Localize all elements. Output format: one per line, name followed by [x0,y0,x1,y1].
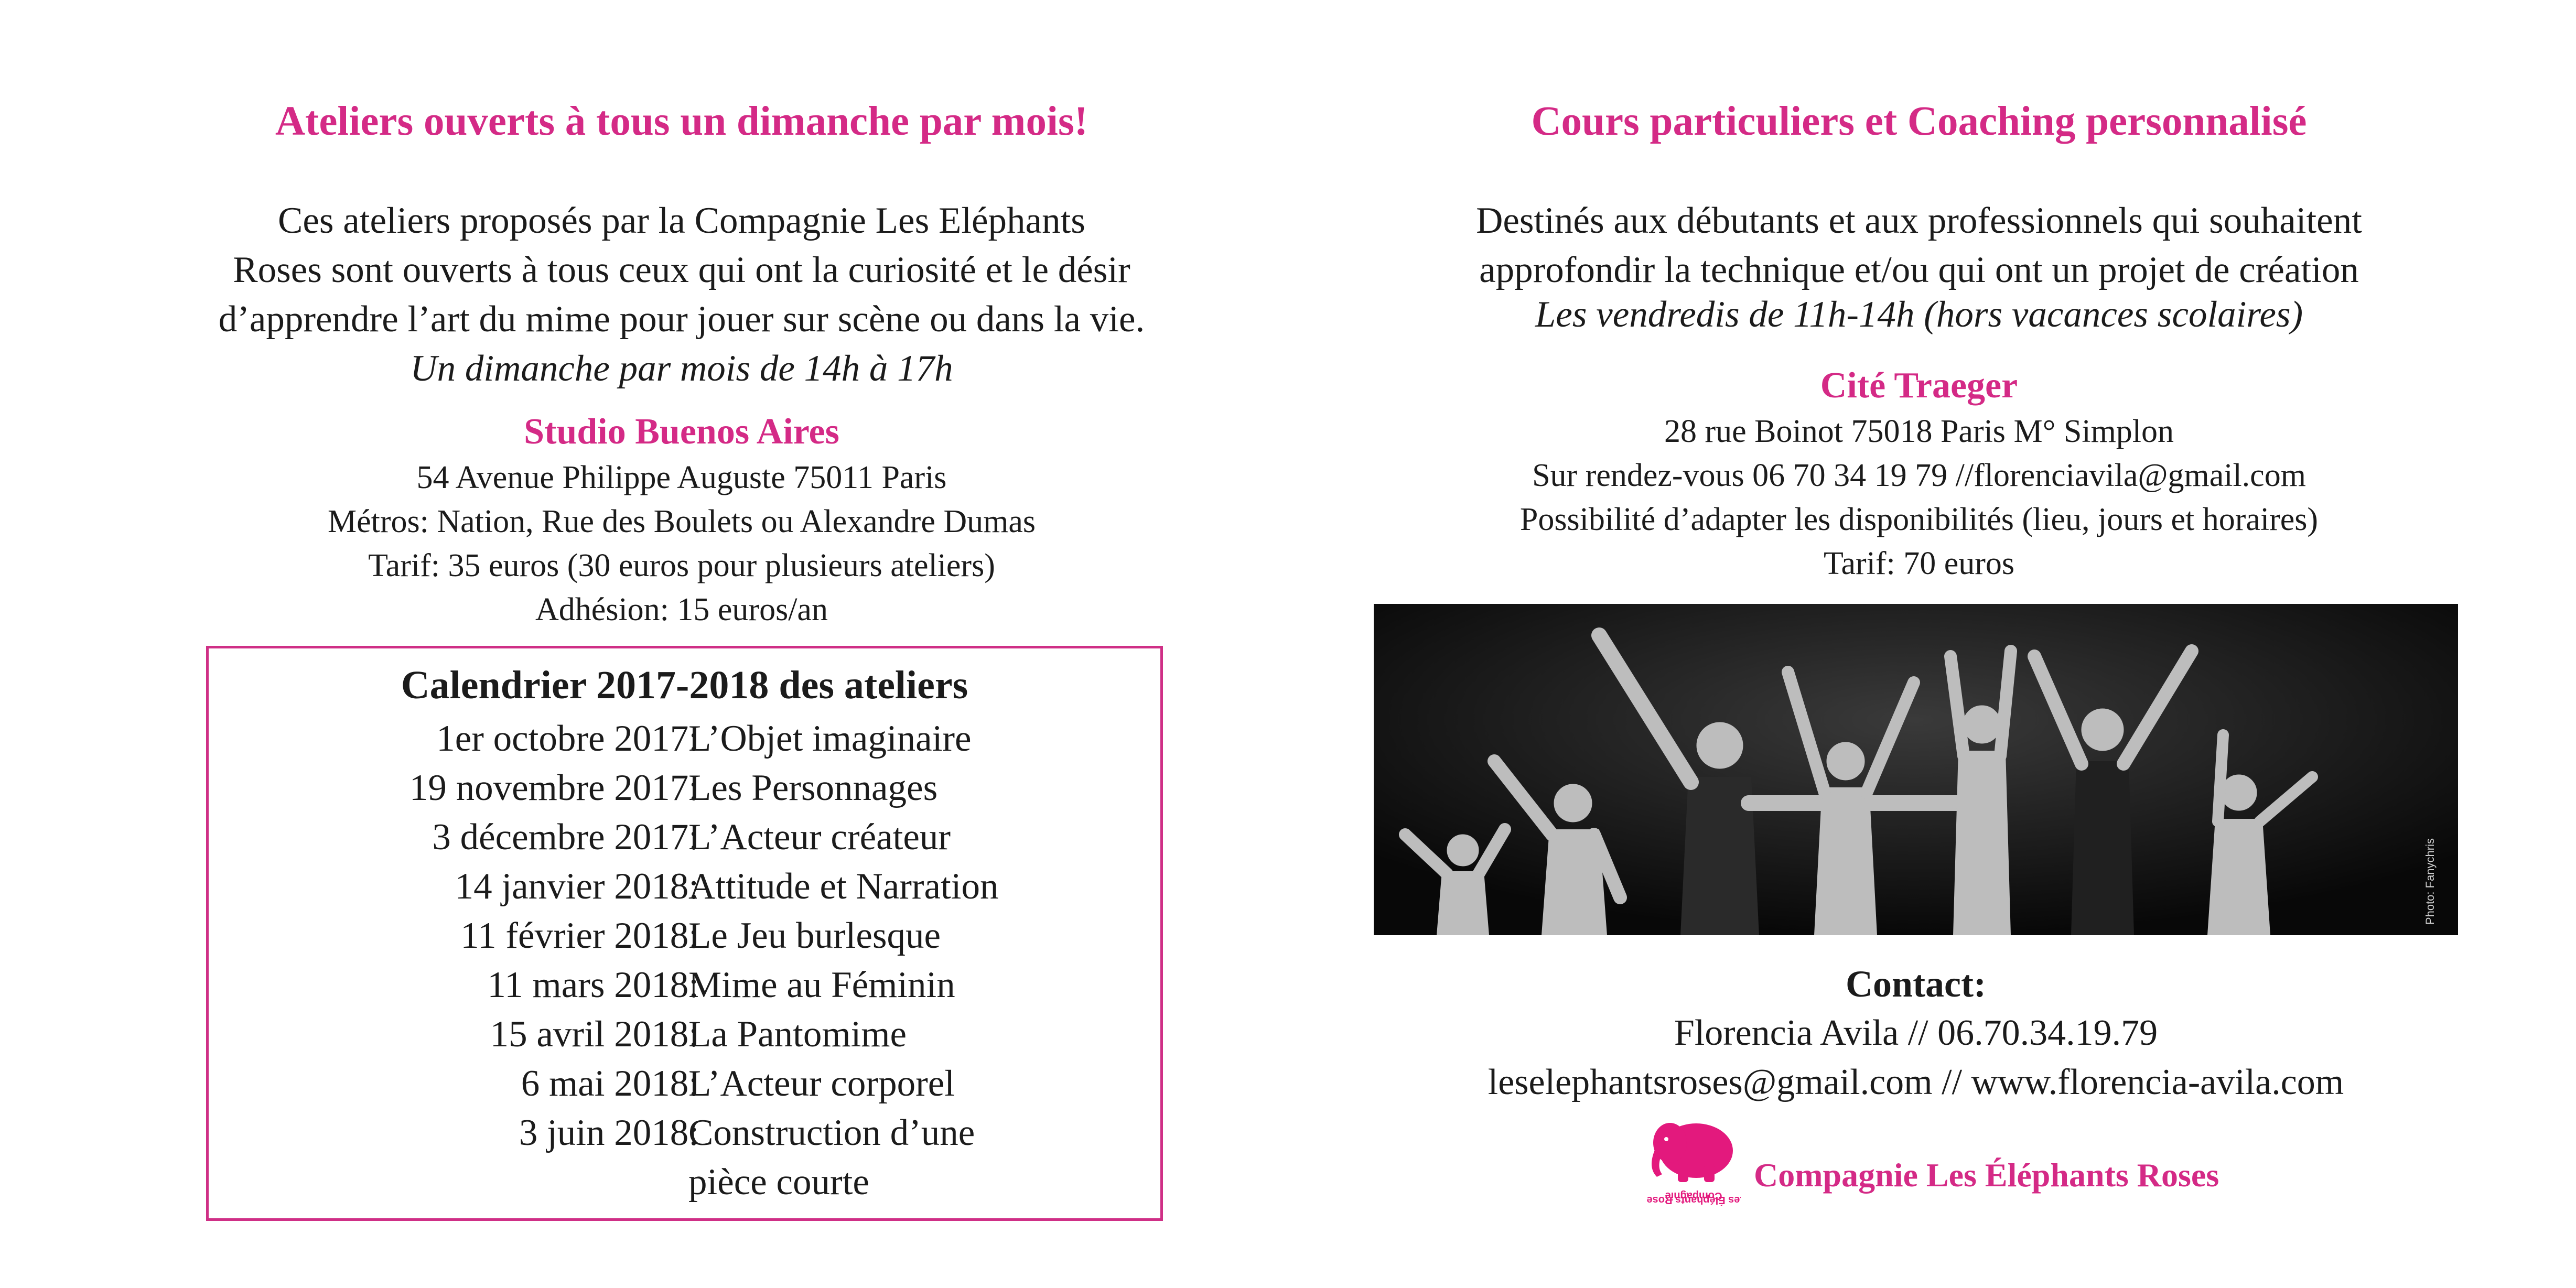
pink-elephant-icon [1646,1114,1741,1208]
studio-info [136,408,1227,632]
calendar-event: L’Acteur corporel [688,1063,955,1104]
calendar-event: Mime au Féminin [688,965,955,1005]
performers-photo [1374,604,2458,935]
calendar-event: Le Jeu burlesque [688,915,941,956]
coaching-intro-line-1: Destinés aux débutants et aux professionnels qui souhaitent [1476,200,2362,241]
calendar-event: L’Objet imaginaire [688,718,972,759]
calendar-date: 11 mars 2018: [487,965,699,1005]
elephant-logo-svg [1646,1114,1741,1208]
calendar-date: 6 mai 2018: [521,1063,699,1104]
calendar-date: 14 janvier 2018: [455,866,699,907]
cite-appointment: Sur rendez-vous 06 70 34 19 79 //florenciavila@gmail.com [1532,458,2306,493]
photo-credit: Photo: Fanychris [2423,838,2437,925]
intro-line-2: Roses sont ouverts à tous ceux qui ont la curiosité et le désir [233,250,1130,290]
calendar-event: Construction d’une [688,1112,975,1153]
calendar-row [209,1010,1166,1059]
company-name: Compagnie Les Éléphants Roses [1754,1156,2219,1194]
logo-text-line2: es Éléphants Rose [1646,1194,1740,1206]
intro-line-3: d’apprendre l’art du mime pour jouer sur scène ou dans la vie. [218,299,1145,340]
coaching-intro-line-2: approfondir la technique et/ou qui ont un projet de création [1479,250,2359,290]
calendar-event: La Pantomime [688,1014,907,1055]
workshops-intro [136,196,1227,393]
calendar-row [209,911,1166,960]
calendar-date: 1er octobre 2017: [436,718,699,759]
calendar-event: Les Personnages [688,767,938,808]
calendar-row [209,1108,1166,1157]
calendar-event: Attitude et Narration [688,866,999,907]
contact-title: Contact: [1846,963,1986,1005]
coaching-schedule-text: Les vendredis de 11h-14h (hors vacances scolaires) [1535,294,2303,335]
coaching-intro [1374,196,2464,295]
coaching-heading: Cours particuliers et Coaching personnalisé [1531,99,2307,144]
calendar-title: Calendrier 2017-2018 des ateliers [401,663,968,707]
calendar-row [209,960,1166,1010]
calendar-row-continued [209,1157,1166,1207]
calendar-date: 3 juin 2018: [519,1112,699,1153]
calendar-date: 3 décembre 2017: [432,817,699,858]
calendar-row [209,862,1166,911]
calendar-date: 19 novembre 2017: [409,767,699,808]
calendar-row [209,813,1166,862]
calendar-event-continued: pièce courte [688,1162,869,1203]
calendar-date: 15 avril 2018: [490,1014,699,1055]
calendar-box [206,646,1163,1221]
logo-text-line1: Compagnie [1665,1190,1722,1202]
studio-membership: Adhésion: 15 euros/an [535,592,828,627]
coaching-schedule [1374,291,2464,338]
intro-line-1: Ces ateliers proposés par la Compagnie Les Eléphants [278,200,1085,241]
performers-silhouettes [1374,604,2458,935]
studio-price: Tarif: 35 euros (30 euros pour plusieurs ateliers) [368,548,995,583]
studio-address: 54 Avenue Philippe Auguste 75011 Paris [416,460,947,495]
workshops-schedule: Un dimanche par mois de 14h à 17h [410,348,953,389]
calendar-event: L’Acteur créateur [688,817,951,858]
calendar-date: 11 février 2018: [460,915,699,956]
studio-metro: Métros: Nation, Rue des Boulets ou Alexandre Dumas [327,504,1036,539]
contact-name-phone: Florencia Avila // 06.70.34.19.79 [1674,1013,2158,1053]
studio-name: Studio Buenos Aires [524,412,839,452]
cite-info [1374,362,2464,586]
cite-availability: Possibilité d’adapter les disponibilités (lieu, jours et horaires) [1519,502,2319,537]
workshops-heading: Ateliers ouverts à tous un dimanche par mois! [275,99,1088,144]
cite-address: 28 rue Boinot 75018 Paris M° Simplon [1664,414,2174,449]
calendar-row [209,714,1166,763]
cite-price: Tarif: 70 euros [1823,546,2015,581]
contact-block [1374,959,2458,1107]
calendar-row [209,763,1166,813]
calendar-row [209,1059,1166,1108]
cite-name: Cité Traeger [1820,365,2018,406]
contact-email-website: leselephantsroses@gmail.com // www.florencia-avila.com [1488,1062,2344,1102]
